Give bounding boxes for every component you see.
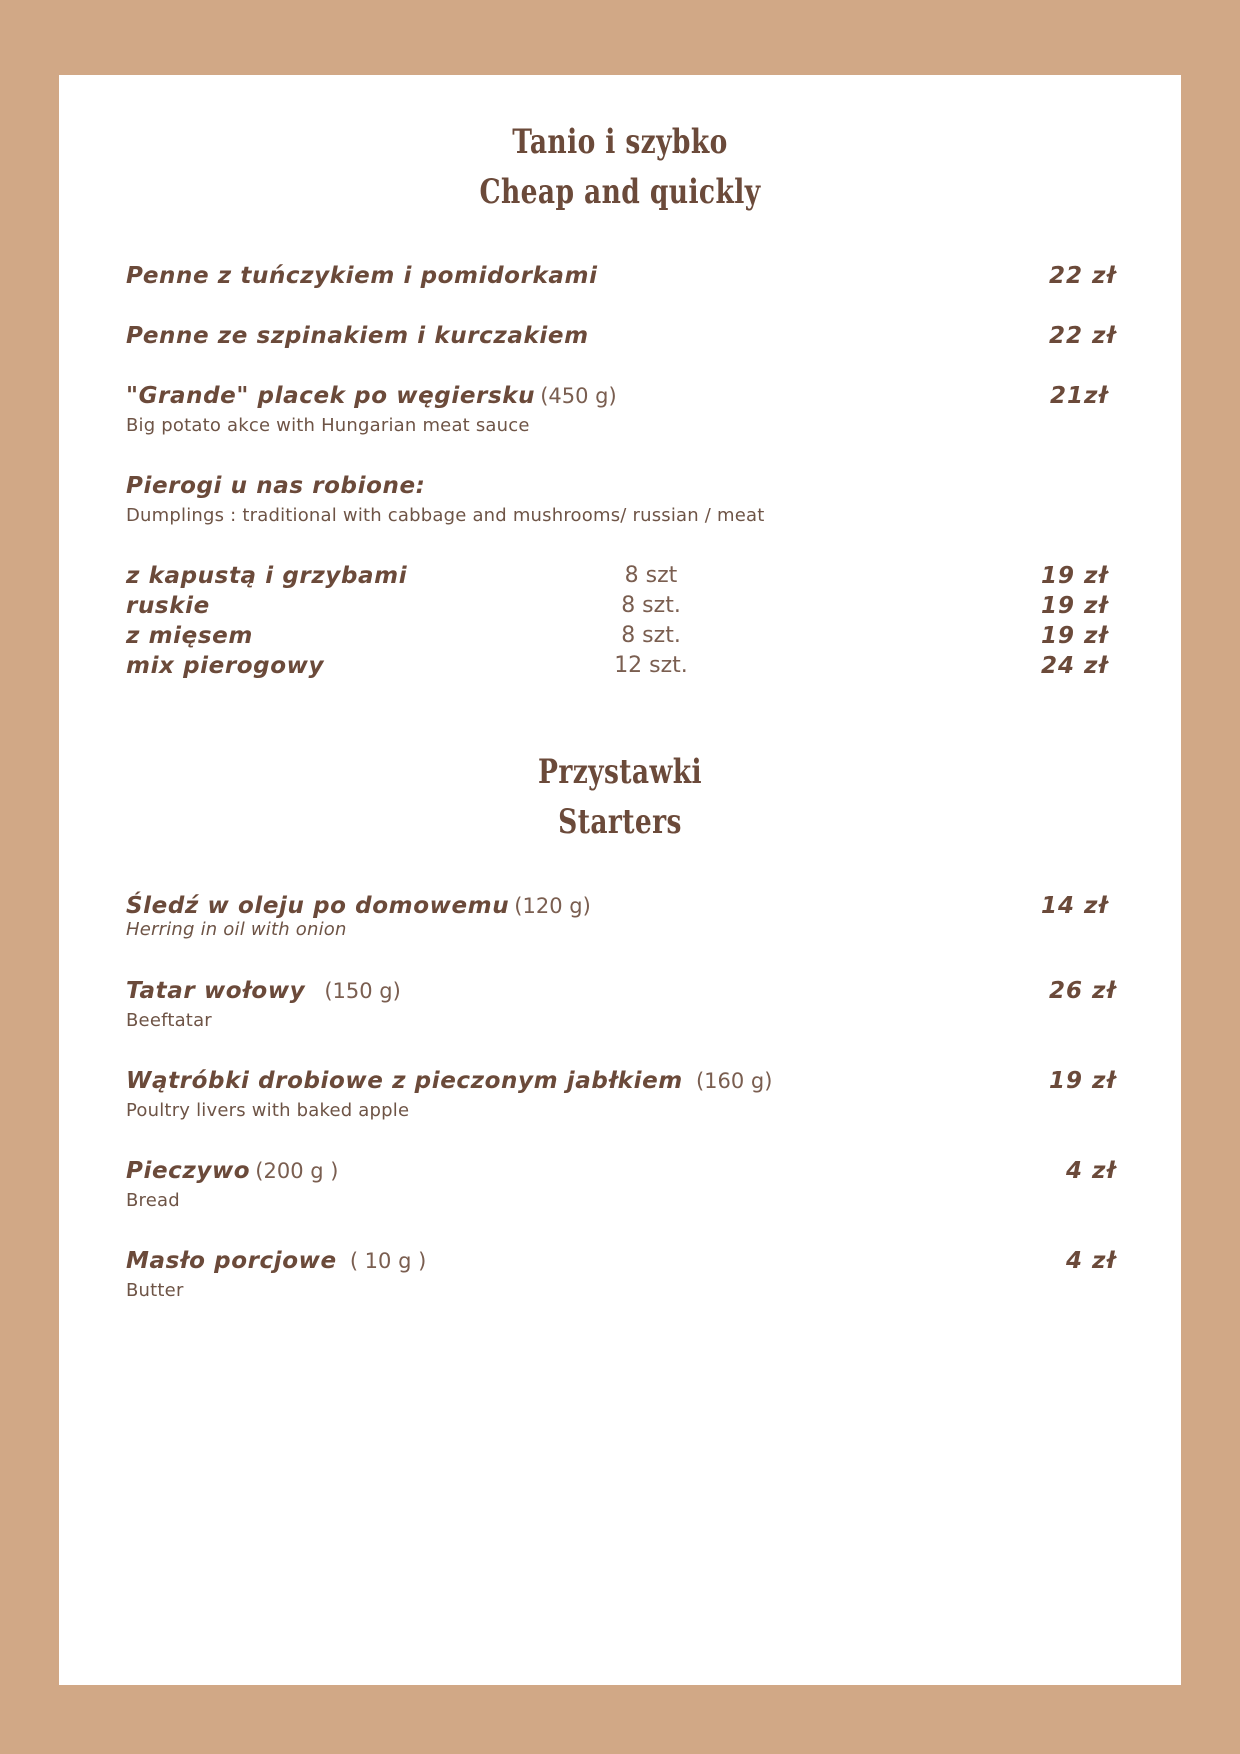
item-name: Masło porcjowe [126, 1248, 337, 1274]
menu-item [126, 1158, 1116, 1211]
pierogi-name: ruskie [126, 593, 210, 619]
pierogi-qty: 8 szt [624, 563, 678, 588]
item-price: 19 zł [1048, 1068, 1116, 1094]
item-weight: (450 g) [540, 384, 617, 408]
item-price: 21zł [1049, 383, 1108, 409]
item-weight: (150 g) [324, 979, 401, 1003]
pierogi-price: 19 zł [1040, 623, 1108, 649]
item-name: Penne ze szpinakiem i kurczakiem [126, 323, 589, 349]
pierogi-row [126, 653, 1116, 683]
section-title-en: Starters [558, 802, 682, 842]
section-title-starters [59, 747, 1181, 847]
section-title-cheap [59, 117, 1181, 217]
item-name: Penne z tuńczykiem i pomidorkami [126, 263, 598, 289]
item-name: Tatar wołowy [126, 978, 306, 1004]
pierogi-name: mix pierogowy [126, 653, 325, 679]
section-title-en: Cheap and quickly [479, 172, 761, 212]
item-price: 14 zł [1040, 893, 1108, 919]
item-weight: (160 g) [695, 1069, 773, 1093]
pierogi-title: Pierogi u nas robione: [126, 473, 426, 499]
section-title-pl: Tanio i szybko [512, 122, 728, 162]
menu-item [126, 1068, 1116, 1121]
item-description: Herring in oil with onion [126, 919, 347, 940]
item-price: 4 zł [1065, 1248, 1116, 1274]
pierogi-price: 19 zł [1040, 563, 1108, 589]
menu-item [126, 383, 1116, 436]
pierogi-name: z kapustą i grzybami [126, 563, 408, 589]
pierogi-description: Dumplings : traditional with cabbage and mushrooms/ russian / meat [126, 505, 765, 526]
item-description: Butter [126, 1280, 184, 1301]
item-name: Pieczywo [126, 1158, 251, 1184]
item-description: Beeftatar [126, 1010, 212, 1031]
item-name: Wątróbki drobiowe z pieczonym jabłkiem [126, 1068, 683, 1094]
item-description: Bread [126, 1190, 180, 1211]
menu-item [126, 263, 1116, 289]
item-price: 22 zł [1048, 263, 1116, 289]
item-weight: ( 10 g ) [349, 1249, 427, 1273]
pierogi-qty: 12 szt. [614, 653, 688, 678]
section-title-pl: Przystawki [538, 752, 702, 792]
item-price: 26 zł [1048, 978, 1116, 1004]
pierogi-row [126, 593, 1116, 623]
pierogi-row [126, 563, 1116, 593]
item-name: "Grande" placek po węgiersku [126, 383, 536, 409]
item-name: Śledź w oleju po domowemu [126, 893, 510, 919]
pierogi-price: 24 zł [1040, 653, 1108, 679]
menu-page [59, 75, 1181, 1685]
pierogi-name: z mięsem [126, 623, 253, 649]
menu-item [126, 1248, 1116, 1301]
pierogi-price: 19 zł [1040, 593, 1108, 619]
item-description: Poultry livers with baked apple [126, 1100, 410, 1121]
pierogi-qty: 8 szt. [621, 593, 681, 618]
item-weight: (200 g ) [255, 1159, 339, 1183]
pierogi-heading [126, 473, 1116, 526]
item-price: 22 zł [1048, 323, 1116, 349]
menu-item [126, 893, 1116, 940]
item-weight: (120 g) [514, 894, 591, 918]
item-description: Big potato akce with Hungarian meat sauce [126, 415, 530, 436]
menu-item [126, 978, 1116, 1031]
pierogi-row [126, 623, 1116, 653]
menu-item [126, 323, 1116, 349]
pierogi-qty: 8 szt. [621, 623, 681, 648]
item-price: 4 zł [1065, 1158, 1116, 1184]
